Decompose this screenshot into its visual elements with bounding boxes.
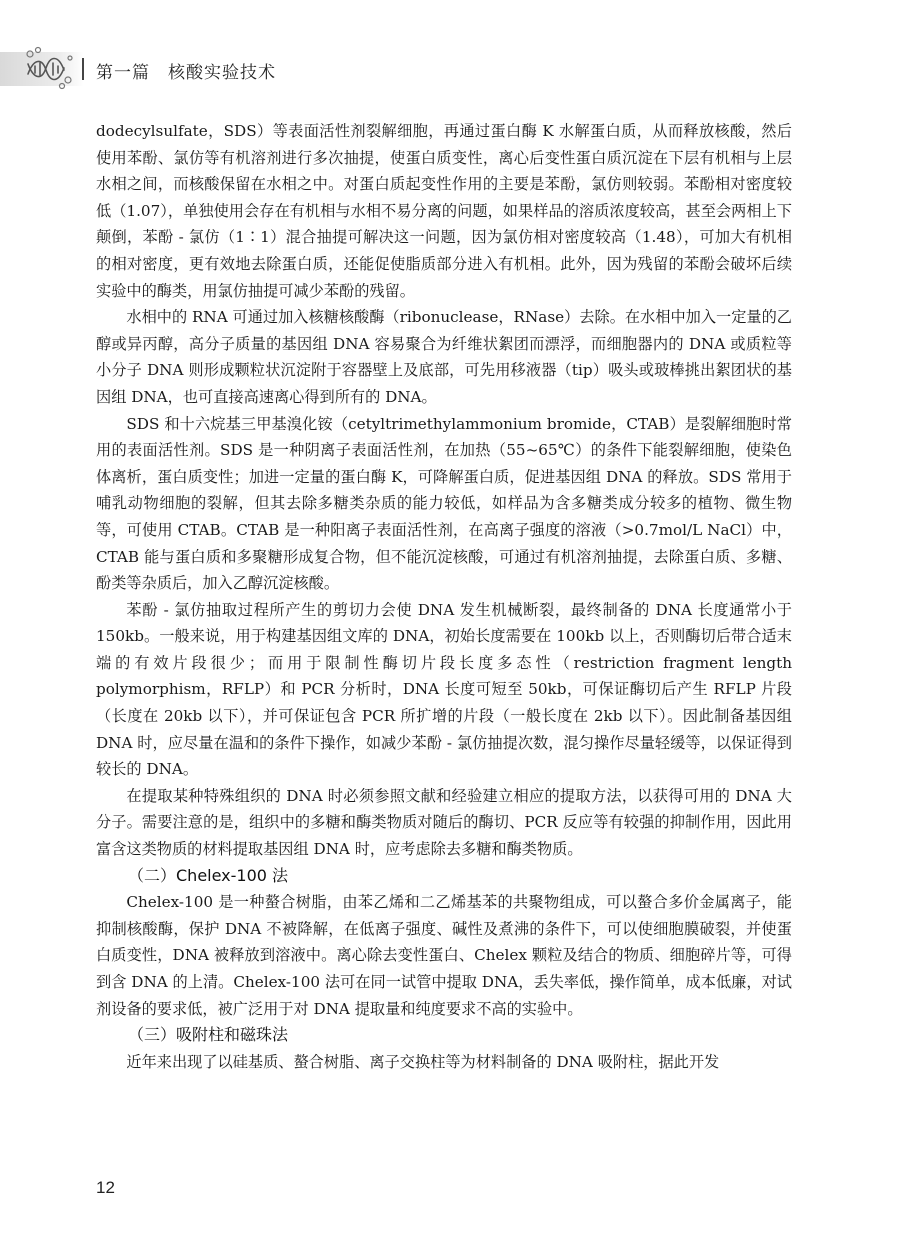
- section-heading-columns: （三）吸附柱和磁珠法: [128, 1025, 289, 1045]
- paragraph-5: 在提取某种特殊组织的 DNA 时必须参照文献和经验建立相应的提取方法，以获得可用的 DNA 大分子。需要注意的是，组织中的多糖和酶类物质对随后的酶切、PCR 反应等有较强的抑制作用，因此用富含这类物质的材料提取基因组 DNA 时，应考虑除去多糖和酶类物质。: [96, 786, 792, 859]
- running-header-title: 第一篇 核酸实验技术: [96, 63, 276, 83]
- paragraph-7: 近年来出现了以硅基质、螯合树脂、离子交换柱等为材料制备的 DNA 吸附柱，据此开发: [126, 1052, 720, 1071]
- page-body: [96, 118, 792, 1075]
- dna-helix-icon: [24, 44, 76, 92]
- paragraph-4: 苯酚 - 氯仿抽取过程所产生的剪切力会使 DNA 发生机械断裂，最终制备的 DNA 长度通常小于 150kb。一般来说，用于构建基因组文库的 DNA，初始长度需要在 100kb 以上，否则酶切后带合适末端的有效片段很少；而用于限制性酶切片段长度多态性（restriction fragment length polymorphism，RFLP）和 PCR 分析时，DNA 长度可短至 50kb，可保证酶切后产生 RFLP 片段（长度在 20kb 以下），并可保证包含 PCR 所扩增的片段（一般长度在 2kb 以下）。因此制备基因组 DNA 时，应尽量在温和的条件下操作，如减少苯酚 - 氯仿抽提次数，混匀操作尽量轻缓等，以保证得到较长的 DNA。: [96, 600, 792, 779]
- paragraph-6: Chelex-100 是一种螯合树脂，由苯乙烯和二乙烯基苯的共聚物组成，可以螯合多价金属离子，能抑制核酸酶，保护 DNA 不被降解，在低离子强度、碱性及煮沸的条件下，可以使细胞膜破裂，并使蛋白质变性，DNA 被释放到溶液中。离心除去变性蛋白、Chelex 颗粒及结合的物质、细胞碎片等，可得到含 DNA 的上清。Chelex-100 法可在同一试管中提取 DNA，丢失率低，操作简单，成本低廉，对试剂设备的要求低，被广泛用于对 DNA 提取量和纯度要求不高的实验中。: [96, 893, 792, 1018]
- paragraph-1: dodecylsulfate，SDS）等表面活性剂裂解细胞，再通过蛋白酶 K 水解蛋白质，从而释放核酸，然后使用苯酚、氯仿等有机溶剂进行多次抽提，使蛋白质变性，离心后变性蛋白质沉淀在下层有机相与上层水相之间，而核酸保留在水相之中。对蛋白质起变性作用的主要是苯酚，氯仿则较弱。苯酚相对密度较低（1.07），单独使用会存在有机相与水相不易分离的问题，如果样品的溶质浓度较高，甚至会两相上下颠倒，苯酚 - 氯仿（1∶1）混合抽提可解决这一问题，因为氯仿相对密度较高（1.48），可加大有机相的相对密度，更有效地去除蛋白质，还能促使脂质部分进入有机相。此外，因为残留的苯酚会破坏后续实验中的酶类，用氯仿抽提可减少苯酚的残留。: [96, 122, 792, 300]
- header-divider: [82, 58, 84, 80]
- paragraph-3: SDS 和十六烷基三甲基溴化铵（cetyltrimethylammonium bromide，CTAB）是裂解细胞时常用的表面活性剂。SDS 是一种阴离子表面活性剂，在加热（55~65℃）的条件下能裂解细胞，使染色体离析，蛋白质变性；加进一定量的蛋白酶 K，可降解蛋白质，促进基因组 DNA 的释放。SDS 常用于哺乳动物细胞的裂解，但其去除多糖类杂质的能力较低，如样品为含多糖类成分较多的植物、微生物等，可使用 CTAB。CTAB 是一种阳离子表面活性剂，在高离子强度的溶液（>0.7mol/L NaCl）中，CTAB 能与蛋白质和多聚糖形成复合物，但不能沉淀核酸，可通过有机溶剂抽提，去除蛋白质、多糖、酚类等杂质后，加入乙醇沉淀核酸。: [96, 414, 792, 593]
- page-number: 12: [96, 1178, 115, 1197]
- paragraph-2: 水相中的 RNA 可通过加入核糖核酸酶（ribonuclease，RNase）去除。在水相中加入一定量的乙醇或异丙醇，高分子质量的基因组 DNA 容易聚合为纤维状絮团而漂浮，而细胞器内的 DNA 或质粒等小分子 DNA 则形成颗粒状沉淀附于容器壁上及底部，可先用移液器（tip）吸头或玻棒挑出絮团状的基因组 DNA，也可直接高速离心得到所有的 DNA。: [96, 308, 792, 406]
- section-heading-chelex: （二）Chelex-100 法: [128, 865, 289, 885]
